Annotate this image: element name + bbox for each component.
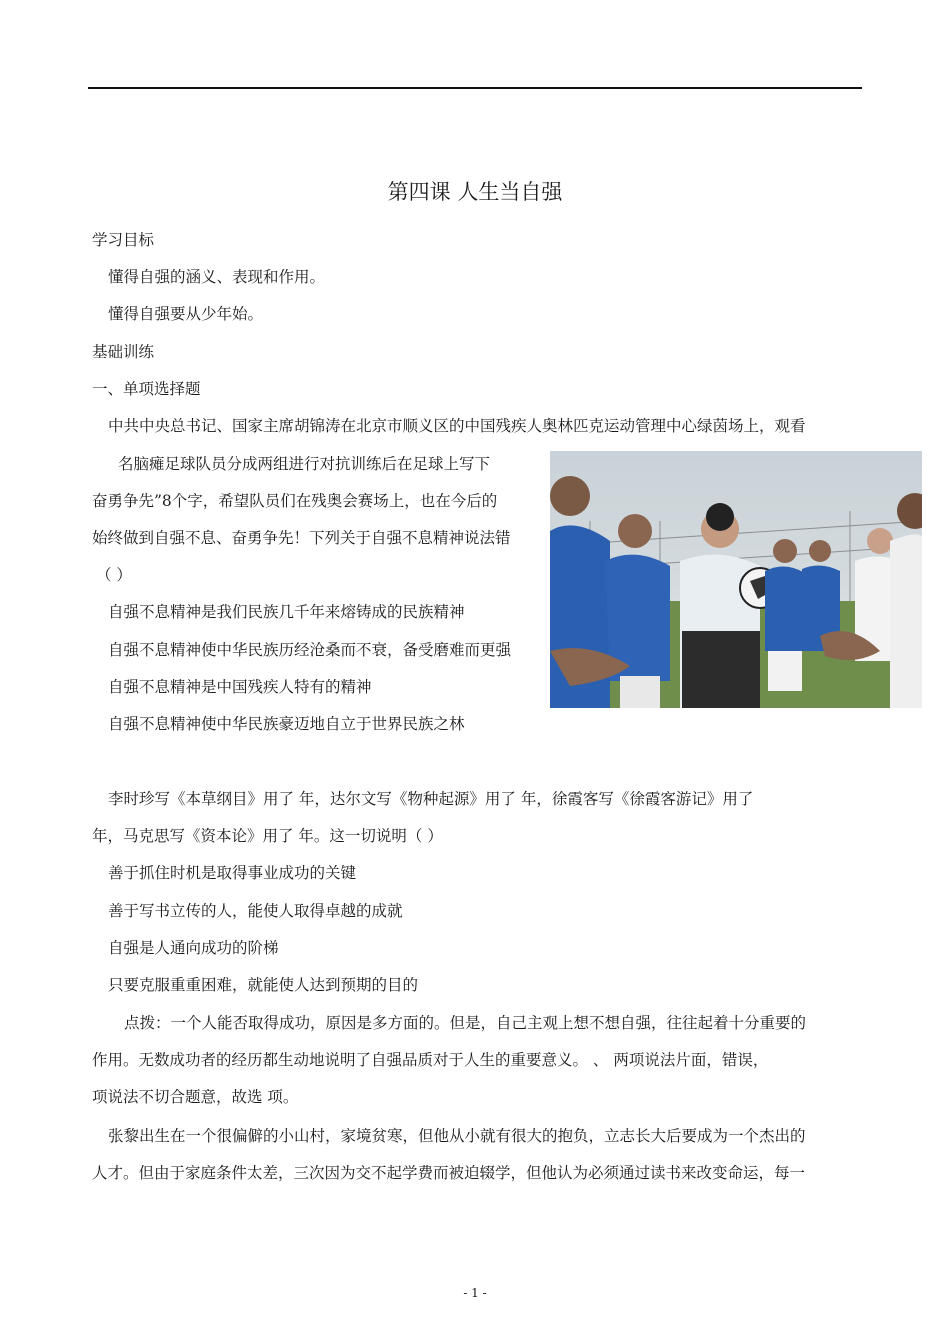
- text-line: 张黎出生在一个很偏僻的小山村，家境贫寒，但他从小就有很大的抱负，立志长大后要成为一个杰出的: [108, 1127, 806, 1145]
- text-line: 奋勇争先”8个字，希望队员们在残奥会赛场上，也在今后的: [92, 492, 498, 510]
- text-line: 李时珍写《本草纲目》用了 年，达尔文写《物种起源》用了 年，徐霞客写《徐霞客游记》用了: [108, 790, 754, 808]
- text-line: 自强不息精神使中华民族历经沧桑而不衰，备受磨难而更强: [108, 641, 512, 659]
- text-line: 善于抓住时机是取得事业成功的关键: [108, 864, 357, 882]
- text-line: 作用。无数成功者的经历都生动地说明了自强品质对于人生的重要意义。 、 两项说法片面，错误，: [92, 1051, 769, 1069]
- news-photo: [550, 451, 922, 708]
- header-rule: [88, 87, 862, 89]
- page-number: - 1 -: [463, 1286, 487, 1300]
- text-line: 基础训练: [92, 343, 155, 361]
- text-line: 年，马克思写《资本论》用了 年。这一切说明（ ）: [92, 827, 443, 845]
- text-line: 中共中央总书记、国家主席胡锦涛在北京市顺义区的中国残疾人奥林匹克运动管理中心绿茵场上，观看: [108, 417, 806, 435]
- text-line: 自强是人通向成功的阶梯: [108, 939, 279, 957]
- text-line: 懂得自强的涵义、表现和作用。: [108, 268, 326, 286]
- text-line: 只要克服重重困难，就能使人达到预期的目的: [108, 976, 419, 994]
- text-line: 人才。但由于家庭条件太差，三次因为交不起学费而被迫辍学，但他认为必须通过读书来改变命运，每一: [92, 1164, 806, 1182]
- text-line: 自强不息精神使中华民族豪迈地自立于世界民族之林: [108, 715, 465, 733]
- text-line: （ ）: [96, 566, 132, 584]
- lesson-title: 第四课 人生当自强: [387, 180, 563, 204]
- text-line: 自强不息精神是中国残疾人特有的精神: [108, 678, 372, 696]
- text-line: 学习目标: [92, 231, 155, 249]
- text-line: 项说法不切合题意，故选 项。: [92, 1088, 299, 1106]
- text-line: 自强不息精神是我们民族几千年来熔铸成的民族精神: [108, 603, 465, 621]
- text-line: 一、单项选择题: [92, 380, 201, 398]
- text-line: 善于写书立传的人，能使人取得卓越的成就: [108, 902, 403, 920]
- text-line: 懂得自强要从少年始。: [108, 305, 264, 323]
- text-line: 点拨：一个人能否取得成功，原因是多方面的。但是，自己主观上想不想自强，往往起着十分重要的: [124, 1014, 807, 1032]
- text-line: 始终做到自强不息、奋勇争先！下列关于自强不息精神说法错: [92, 529, 511, 547]
- text-line: 名脑瘫足球队员分成两组进行对抗训练后在足球上写下: [118, 455, 491, 473]
